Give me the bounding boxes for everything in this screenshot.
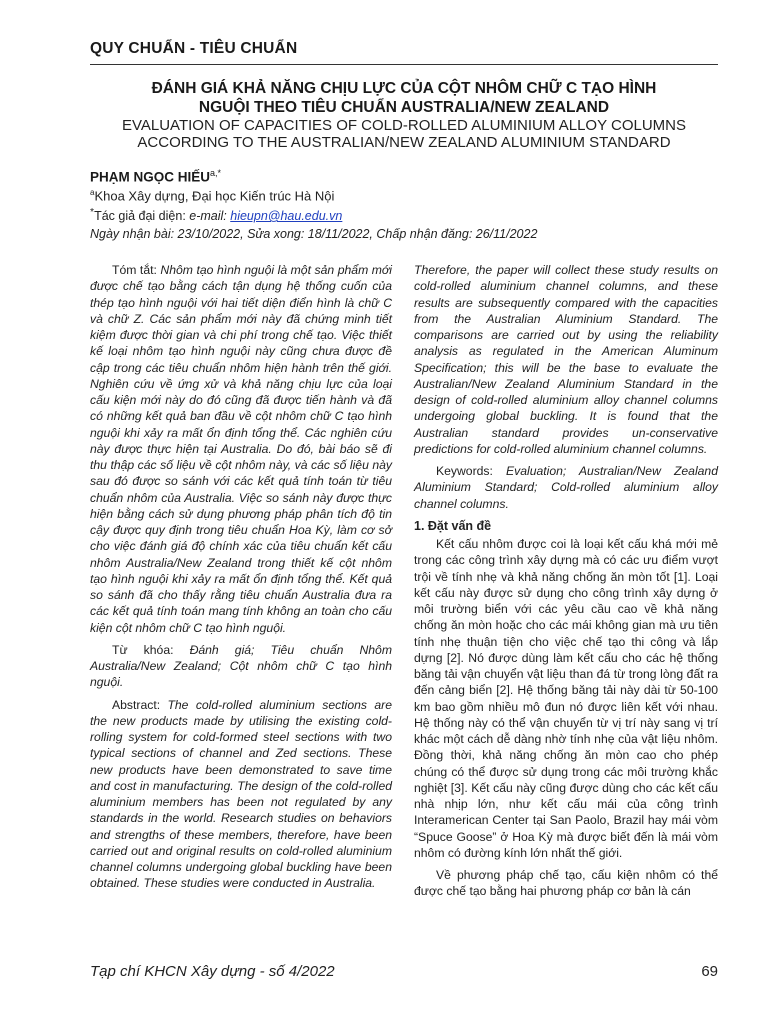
title-vn-line2: NGUỘI THEO TIÊU CHUẨN AUSTRALIA/NEW ZEALAND: [198, 99, 610, 116]
abstract-en-continued-text: Therefore, the paper will collect these study results on cold-rolled aluminium channel columns, and these results are subsequently compared with the capacities from the Australian Aluminium Standard. The comparisons are carried out by using the reliability analysis as regulated in the American Aluminum Specification; this will be the base to evaluate the Australian/New Zealand Aluminium Standard in the design of cold-rolled aluminium alloy channel columns undergoing global buckling. It is found that the Australian standard provides un-conservative predictions for cold-rolled aluminium channel columns.: [414, 263, 718, 456]
contact-label: Tác giả đại diện:: [94, 209, 190, 224]
abstract-vn: [90, 262, 392, 636]
section-label: QUY CHUẨN - TIÊU CHUẨN: [90, 40, 298, 57]
left-column: [90, 262, 392, 898]
keywords-en-text: Evaluation; Australian/New Zealand Aluminium Standard; Cold-rolled aluminium alloy channel columns.: [414, 464, 718, 511]
affiliation-text: Khoa Xây dựng, Đại học Kiến trúc Hà Nội: [94, 188, 335, 204]
page-number: 69: [701, 963, 718, 980]
right-column: [414, 262, 718, 906]
section-1-paragraph-1: Kết cấu nhôm được coi là loại kết cấu khá mới mẻ trong các công trình xây dựng mà có các ưu điểm vượt trội về tính nhẹ và khả năng chống ăn mòn tốt [1]. Loại kết cấu này được sử dụng cho công trình xây dựng ở môi trường biển với các yêu cầu cao về khả năng chống ăn mòn hoặc cho các mái không gian mà ưu tiên tính nhẹ thuận tiện cho việc chế tạo thi công và lắp dựng [2]. Nó được dùng làm kết cấu cho các hệ thống băng tải vận chuyển vật liệu than đá từ trong lòng đất ra đến cảng biển [2]. Hệ thống băng tải này dài từ 50-100 km bao gồm nhiều mô đun nó được liên kết với nhau. Hệ thống này có thể vận chuyển từ vị trí này sang vị trí khác một cách dễ dàng nhờ tính nhẹ của vật liệu nhôm. Đồng thời, khả năng chống ăn mòn cao cho phép chúng có thể được sử dụng trong các môi trường khắc nghiệt [3]. Kết cấu này cũng được dùng cho các kết cấu nhà nhịp lớn, như kết cấu mái của công trình Interamerican Center tại San Paolo, Brazil hay mái vòm “Spuce Goose” ở Hoa Kỳ mà được biết đến là mái vòm nhôm có đường kính lớn nhất thế giới.: [414, 537, 718, 860]
keywords-en: [414, 463, 718, 512]
section-1-heading: 1. Đặt vấn đề: [414, 518, 492, 533]
affiliation-mark: a: [90, 188, 95, 197]
abstract-en-text: The cold-rolled aluminium sections are the new products made by utilising the existing cold-rolling system for cold-formed steel sections with two typical sections of channel and Zed sections. These new products have been demonstrated to save time and cost in manufacturing. The design of the cold-rolled aluminium members has been not regulated by any standards in the world. Research studies on behaviors and strengths of these members, therefore, have been carried out and original results on cold-rolled aluminium channel columns undergoing global buckling have been obtained. These studies were conducted in Australia.: [90, 697, 392, 891]
contact-mark: *: [90, 207, 95, 218]
keywords-vn: [90, 642, 392, 691]
author: [90, 168, 221, 185]
abstract-en-continued: [414, 262, 718, 457]
keywords-vn-text: Đánh giá; Tiêu chuẩn Nhôm Australia/New Zealand; Cột nhôm chữ C tạo hình nguội.: [90, 642, 392, 690]
keywords-en-label: Keywords:: [436, 464, 506, 478]
section-1-paragraph-2: Về phương pháp chế tạo, cấu kiện nhôm có thể được chế tạo bằng hai phương pháp cơ bản là cán: [414, 868, 718, 899]
keywords-vn-label: Từ khóa:: [112, 642, 190, 657]
corresponding-author: [90, 207, 342, 223]
affiliation: [90, 188, 334, 203]
author-name: PHẠM NGỌC HIẾU: [90, 169, 211, 185]
email-link[interactable]: hieupn@hau.edu.vn: [230, 209, 343, 224]
title-vietnamese: [90, 79, 718, 117]
abstract-en: [90, 697, 392, 892]
submission-dates: Ngày nhận bài: 23/10/2022, Sửa xong: 18/11/2022, Chấp nhận đăng: 26/11/2022: [90, 227, 538, 241]
header-rule: [90, 64, 718, 65]
journal-footer: Tạp chí KHCN Xây dựng - số 4/2022: [90, 963, 335, 980]
abstract-vn-label: Tóm tắt:: [112, 263, 161, 277]
author-marks: a,*: [210, 168, 222, 178]
title-english: [90, 117, 718, 151]
title-en-line2: ACCORDING TO THE AUSTRALIAN/NEW ZEALAND ALUMINIUM STANDARD: [137, 134, 671, 151]
email-label: e-mail:: [189, 209, 231, 224]
title-vn-line1: ĐÁNH GIÁ KHẢ NĂNG CHỊU LỰC CỦA CỘT NHÔM CHỮ C TẠO HÌNH: [151, 80, 657, 97]
title-en-line1: EVALUATION OF CAPACITIES OF COLD-ROLLED ALUMINIUM ALLOY COLUMNS: [121, 117, 686, 134]
abstract-en-label: Abstract:: [112, 697, 168, 712]
abstract-vn-text: Nhôm tạo hình nguội là một sản phẩm mới được chế tạo bằng cách tận dụng hệ thống cuốn của thép tạo hình nguội với hai tiết diện điển hình là chữ C và chữ Z. Các sản phẩm mới này đã chứng minh tiết kiệm được thời gian và chi phí trong chế tạo. Việc thiết kế loại nhôm tạo hình nguội này cũng chưa được đề cập trong các tiêu chuẩn nhôm hiện hành trên thế giới. Nghiên cứu về ứng xử và khả năng chịu lực của loại cấu kiện mới này do đó cũng đã được tiến hành và đã có những kết quả ban đầu về cột nhôm chữ C tạo hình nguội khi xảy ra mất ổn định tổng thể. Các nghiên cứu này được thực hiện tại Australia. Do đó, bài báo sẽ đi thu thập các số liệu về cột nhôm này, và các số liệu này sau đó được so sánh với các kết quả tính toán từ tiêu chuẩn nhôm của Australia. Việc so sánh này được thực hiện bằng cách sử dụng phương pháp phân tích độ tin cậy được quy định trong tiêu chuẩn Hoa Kỳ, làm cơ sở cho việc đánh giá độ chính xác của tiêu chuẩn kết cấu nhôm Australia/New Zealand trong thiết kế cột nhôm tạo hình nguội khi xảy ra mất ổn định tổng thể. Kết quả so sánh đã cho thấy rằng tiêu chuẩn Australia đưa ra các kết quả tính toán mang tính không an toàn cho cấu kiện cột nhôm chữ C tạo hình nguội.: [90, 263, 392, 635]
